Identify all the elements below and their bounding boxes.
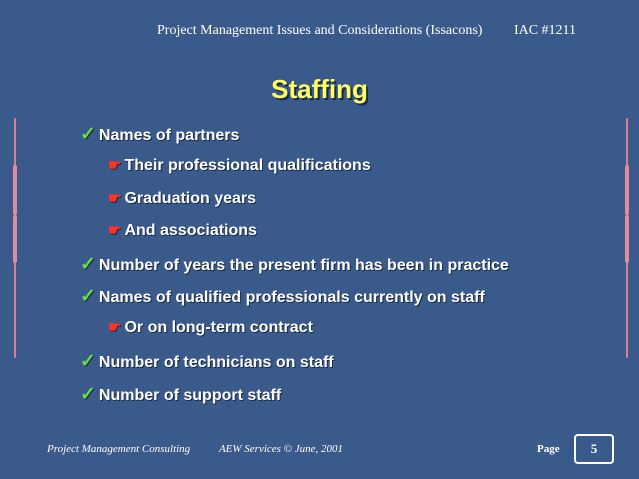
sub-bullet-item — [108, 318, 313, 337]
bullet-text: Their professional qualifications — [124, 157, 371, 174]
page-label: Page — [537, 443, 560, 455]
pointing-hand-icon: ☛ — [108, 157, 122, 174]
bullet-text: And associations — [124, 222, 257, 239]
pointing-hand-icon: ☛ — [108, 319, 122, 336]
pointing-hand-icon: ☛ — [108, 190, 122, 207]
bullet-item — [80, 123, 239, 146]
check-icon: ✓ — [80, 254, 96, 275]
check-icon: ✓ — [80, 351, 96, 372]
check-icon: ✓ — [80, 286, 96, 307]
bullet-text: Names of partners — [98, 127, 240, 144]
presentation-title: Project Management Issues and Considerations (Issacons) — [157, 23, 483, 38]
bullet-text: Graduation years — [124, 190, 257, 207]
page-number: 5 — [574, 434, 614, 464]
sub-bullet-item — [108, 221, 257, 240]
footer — [47, 443, 343, 455]
check-icon: ✓ — [80, 124, 96, 145]
bullet-item — [80, 350, 334, 373]
check-icon: ✓ — [80, 384, 96, 405]
slide-title: Staffing — [271, 74, 368, 104]
pointing-hand-icon: ☛ — [108, 222, 122, 239]
bullet-text: Number of technicians on staff — [98, 354, 334, 371]
bullet-text: Number of years the present firm has been in practice — [98, 257, 509, 274]
footer-copyright: AEW Services © June, 2001 — [218, 443, 344, 455]
sub-bullet-item — [108, 156, 371, 175]
bullet-text: Names of qualified professionals currently on staff — [98, 289, 485, 306]
bullet-item — [80, 285, 485, 308]
bullet-text: Or on long-term contract — [124, 319, 313, 336]
footer-company: Project Management Consulting — [47, 443, 191, 455]
sub-bullet-item — [108, 189, 256, 208]
document-code: IAC #1211 — [513, 23, 577, 38]
bullet-item — [80, 253, 509, 276]
bullet-item — [80, 383, 281, 406]
bullet-text: Number of support staff — [98, 387, 282, 404]
